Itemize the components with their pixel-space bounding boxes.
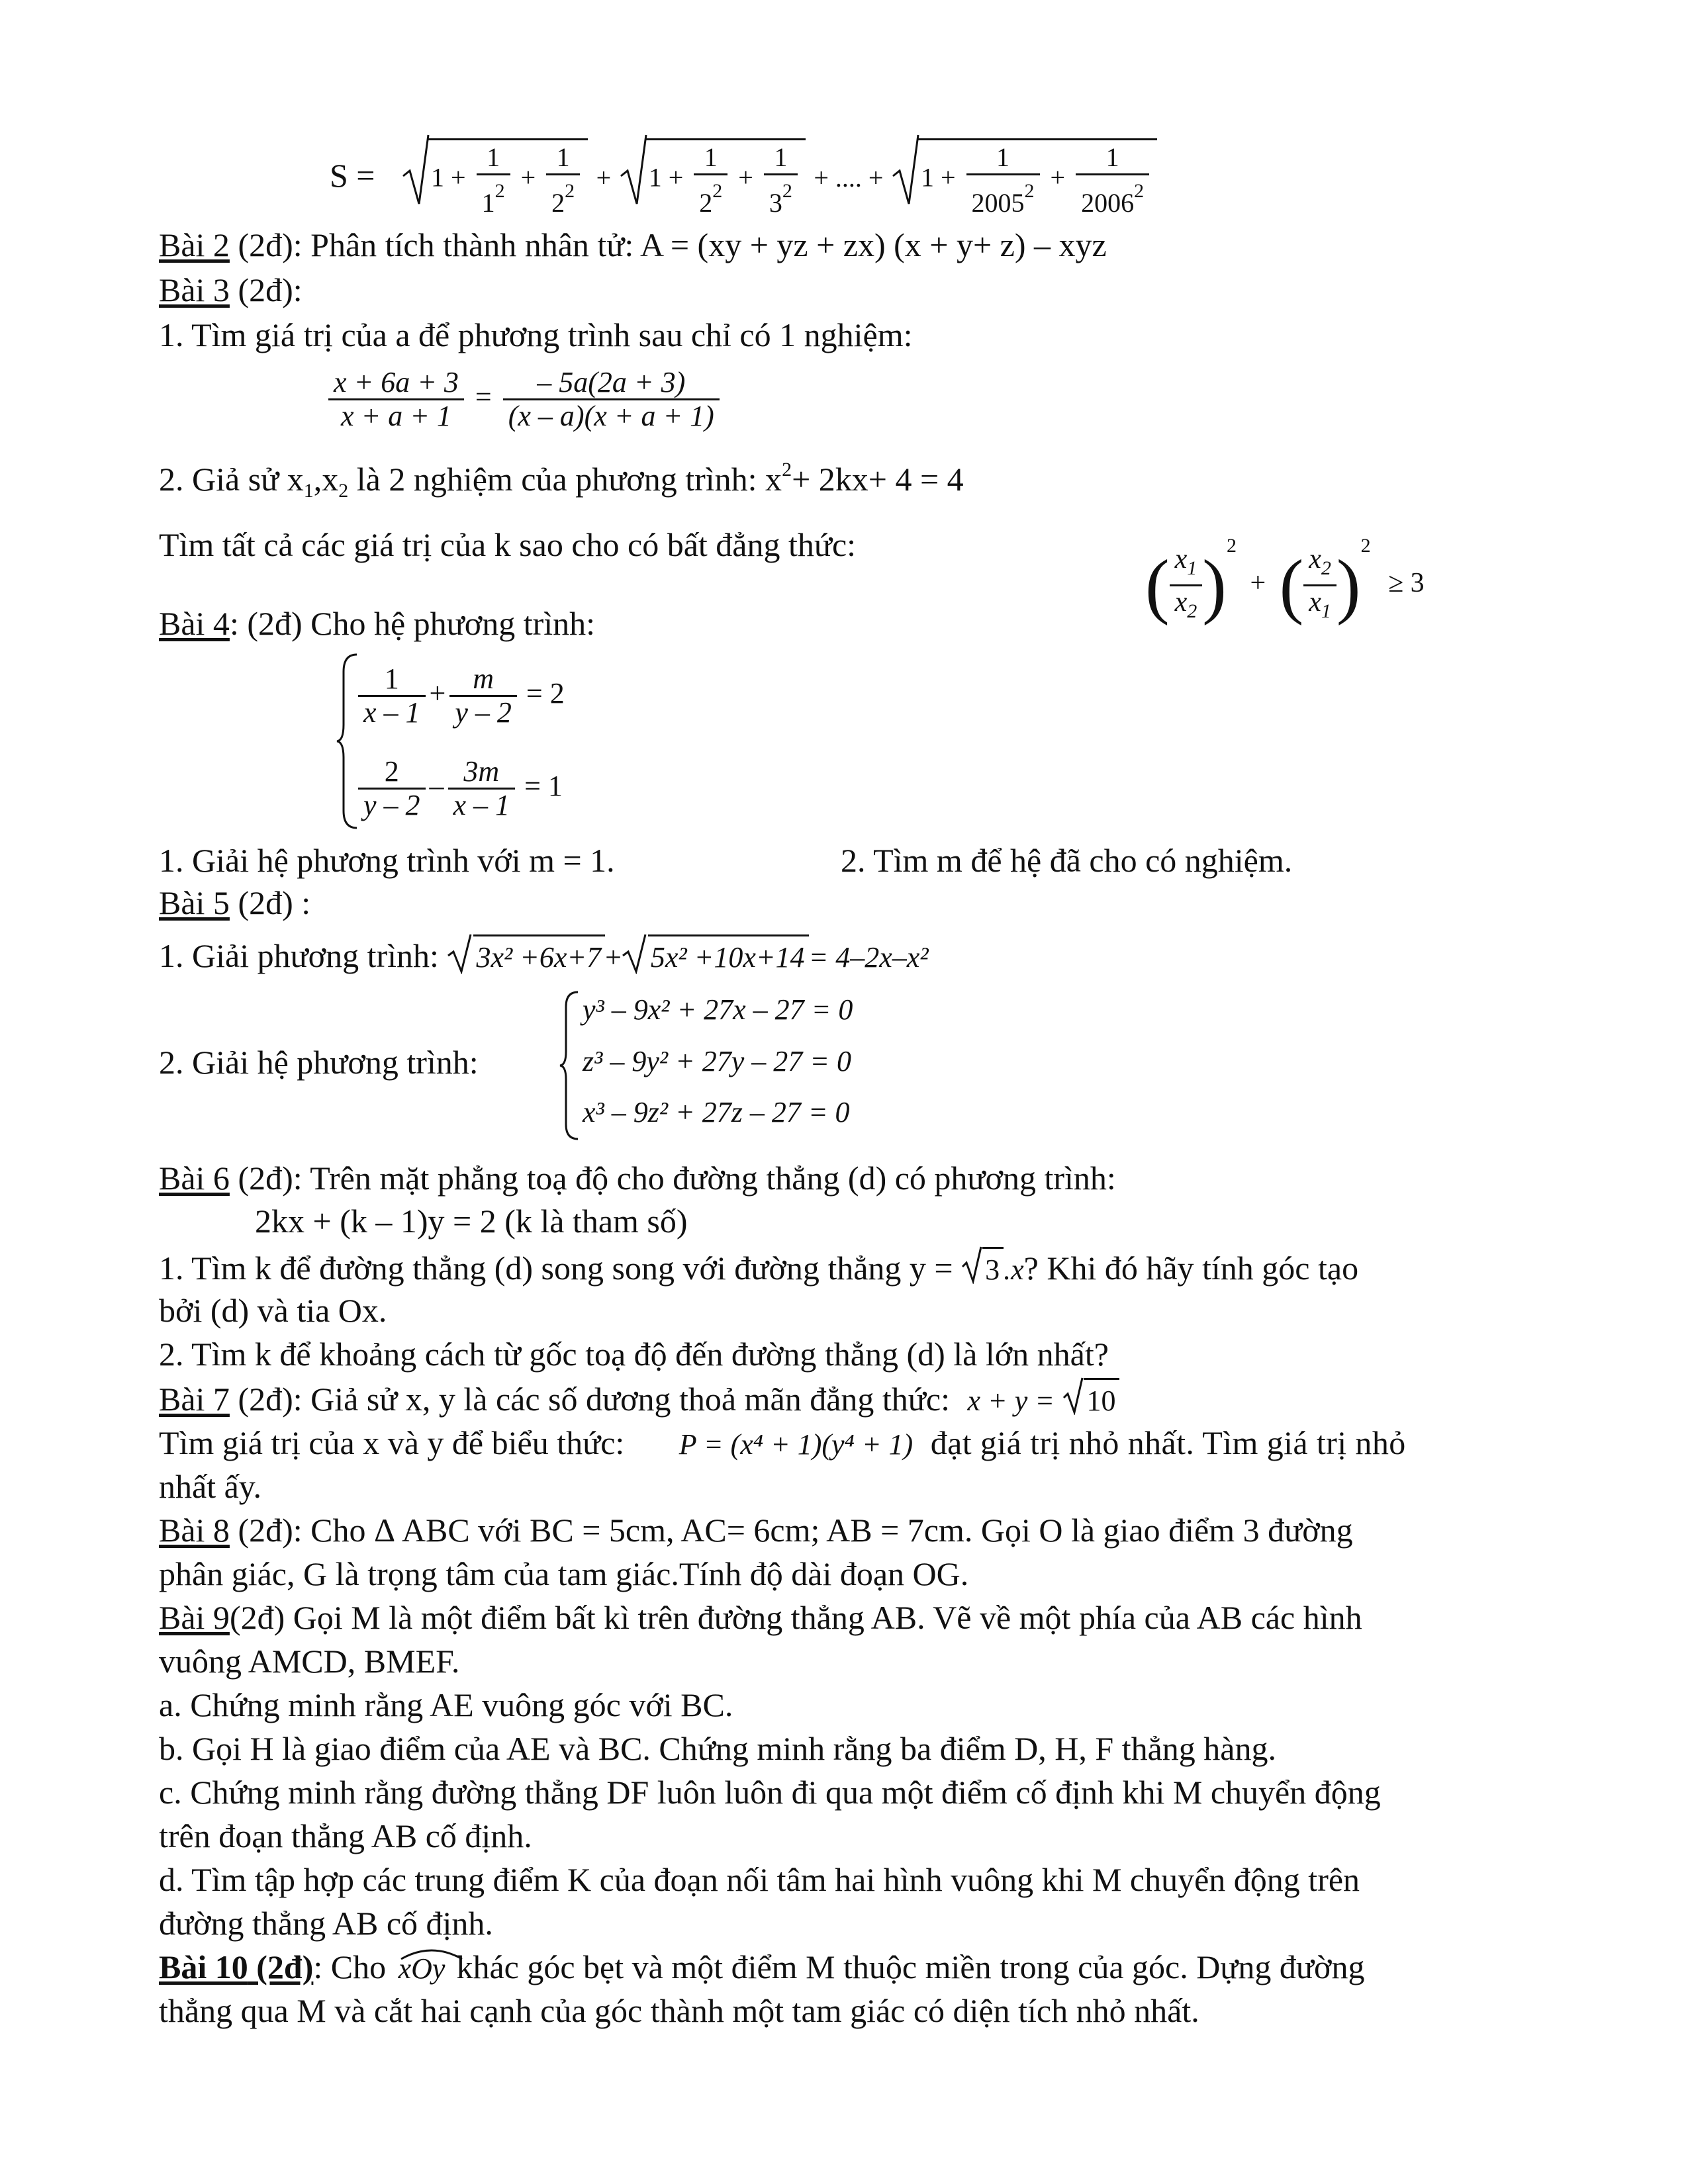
bai3-line: Bài 3 (2đ): bbox=[159, 271, 303, 308]
bai3-q1: 1. Tìm giá trị của a để phương trình sau chỉ có 1 nghiệm: bbox=[159, 316, 913, 353]
bai6-equation: 2kx + (k – 1)y = 2 (k là tham số) bbox=[255, 1203, 688, 1240]
radical-sign-icon bbox=[402, 130, 431, 209]
bai4-q2: 2. Tìm m để hệ đã cho có nghiệm. bbox=[841, 842, 1293, 879]
bai9-l2: vuông AMCD, BMEF. bbox=[159, 1643, 460, 1680]
sqrt-q1-b: 5x² +10x+14 bbox=[622, 934, 809, 978]
bai7-line: Bài 7 (2đ): Giả sử x, y là các số dương thoả mãn đẳng thức: x + y = 10 bbox=[159, 1378, 1119, 1421]
bai6-title: Bài 6 bbox=[159, 1160, 230, 1197]
bai10-line: Bài 10 (2đ): Cho xOy khác góc bẹt và một điểm M thuộc miền trong của góc. Dựng đường bbox=[159, 1947, 1364, 1989]
bai4-sys-row1: $\frac{1}{x - 1}$ + $\frac{m}{y - 2}$ = 2 bbox=[354, 652, 565, 735]
angle-arc-icon bbox=[399, 1946, 465, 1960]
bai5-sys-row3: x³ – 9z² + 27z – 27 = 0 bbox=[583, 1096, 850, 1128]
bai8-l2: phân giác, G là trọng tâm của tam giác.Tính độ dài đoạn OG. bbox=[159, 1555, 969, 1592]
bai5-q1: 1. Giải phương trình: 3x² +6x+7 + 5x² +10x+14 = 4–2x–x² bbox=[159, 934, 929, 978]
bai10-title: Bài 10 bbox=[159, 1948, 248, 1985]
sqrt-q1-a: 3x² +6x+7 bbox=[447, 934, 605, 978]
bai3-q2: 2. Giả sử $x_1,x_2$ là 2 nghiệm của phương trình: $x^2+ 2kx+ 4 = 4$ bbox=[159, 459, 964, 502]
bai5-q2-label: 2. Giải hệ phương trình: bbox=[159, 1044, 479, 1081]
bai3-equation: $\frac{x + 6a + 3}{x + a + 1}$ = $\frac{- 5a(2a + 3)}{(x - a)(x + a + 1)}$ bbox=[324, 357, 724, 437]
bai3-title: Bài 3 bbox=[159, 271, 230, 308]
bai5-sys-row2: z³ – 9y² + 27y – 27 = 0 bbox=[583, 1045, 851, 1077]
sqrt-term-1: 1 + $\frac{1}{1^2}$ + $\frac{1}{2^2}$ bbox=[402, 132, 588, 219]
bai5-sys-row1: y³ – 9x² + 27x – 27 = 0 bbox=[583, 993, 853, 1026]
radical-sign-icon bbox=[447, 932, 473, 974]
bai5-title: Bài 5 bbox=[159, 884, 230, 921]
bai2-line: Bài 2 (2đ): Phân tích thành nhân tử: A = (xy + yz + zx) (x + y+ z) – xyz bbox=[159, 226, 1107, 263]
bai9-line: Bài 9(2đ) Gọi M là một điểm bất kì trên đường thẳng AB. Vẽ về một phía của AB các hình bbox=[159, 1599, 1362, 1636]
bai7-l3: nhất ấy. bbox=[159, 1468, 262, 1505]
bai9-d2: đường thẳng AB cố định. bbox=[159, 1905, 493, 1942]
bai9-c1: c. Chứng minh rằng đường thẳng DF luôn luôn đi qua một điểm cố định khi M chuyển động bbox=[159, 1774, 1381, 1811]
bai3-inequality: ( $\frac{x_1}{x_2}$ )$^2$ + ( $\frac{x_2}{x_1}$ )$^2$ ≥ 3 bbox=[1145, 535, 1425, 626]
sqrt-3: 3 bbox=[961, 1247, 1004, 1290]
brace-left-icon bbox=[558, 989, 581, 1142]
bai4-title: Bài 4 bbox=[159, 605, 230, 642]
radical-sign-icon bbox=[961, 1244, 982, 1284]
paren-right-icon: ) bbox=[1336, 545, 1361, 626]
bai8-title: Bài 8 bbox=[159, 1512, 230, 1549]
s-lhs: S = bbox=[330, 157, 375, 194]
paren-right-icon: ) bbox=[1202, 545, 1227, 626]
sqrt-10: 10 bbox=[1062, 1378, 1119, 1421]
bai6-q2: 2. Tìm k để khoảng cách từ gốc toạ độ đến đường thẳng (d) là lớn nhất? bbox=[159, 1336, 1109, 1373]
bai6-q1-cont: bởi (d) và tia Ox. bbox=[159, 1292, 387, 1329]
bai6-line: Bài 6 (2đ): Trên mặt phẳng toạ độ cho đường thẳng (d) có phương trình: bbox=[159, 1160, 1116, 1197]
angle-xoy: xOy bbox=[399, 1952, 453, 1985]
bai6-q1: 1. Tìm k để đường thẳng (d) song song với đường thẳng y = 3 .x? Khi đó hãy tính góc tạo bbox=[159, 1247, 1358, 1290]
sqrt-term-3: 1 + $\frac{1}{2005^2}$ + $\frac{1}{2006^2}$ bbox=[892, 132, 1157, 219]
bai4-sys-row2: $\frac{2}{y - 2}$ – $\frac{3m}{x - 1}$ = 1 bbox=[354, 745, 563, 827]
radical-sign-icon bbox=[1062, 1375, 1084, 1415]
bai10-l2: thẳng qua M và cắt hai cạnh của góc thành một tam giác có diện tích nhỏ nhất. bbox=[159, 1992, 1199, 2029]
paren-left-icon: ( bbox=[1279, 545, 1304, 626]
bai8-line: Bài 8 (2đ): Cho Δ ABC với BC = 5cm, AC= 6cm; AB = 7cm. Gọi O là giao điểm 3 đường bbox=[159, 1512, 1353, 1549]
bai9-d1: d. Tìm tập hợp các trung điểm K của đoạn nối tâm hai hình vuông khi M chuyển động trên bbox=[159, 1861, 1360, 1898]
bai2-title: Bài 2 bbox=[159, 226, 230, 263]
bai9-a: a. Chứng minh rằng AE vuông góc với BC. bbox=[159, 1686, 733, 1723]
s-formula: S = 1 + $\frac{1}{1^2}$ + $\frac{1}{2^2}$ + 1 + $\frac{1}{2^2}$ + $\frac{1}{3^2}$ + .... + 1 + $\frac{1}{2005^2}$ + $\frac{1}{2006^2}$ bbox=[330, 132, 1157, 218]
bai7-title: Bài 7 bbox=[159, 1381, 230, 1418]
bai7-l2: Tìm giá trị của x và y để biểu thức: P = (x⁴ + 1)(y⁴ + 1) đạt giá trị nhỏ nhất. Tìm giá trị nhỏ bbox=[159, 1424, 1406, 1461]
bai3-q3: Tìm tất cả các giá trị của k sao cho có bất đẳng thức: bbox=[159, 526, 857, 563]
sqrt-term-2: 1 + $\frac{1}{2^2}$ + $\frac{1}{3^2}$ bbox=[620, 132, 806, 219]
bai9-c2: trên đoạn thẳng AB cố định. bbox=[159, 1817, 532, 1854]
paren-left-icon: ( bbox=[1145, 545, 1170, 626]
bai9-b: b. Gọi H là giao điểm của AE và BC. Chứng minh rằng ba điểm D, H, F thẳng hàng. bbox=[159, 1730, 1276, 1767]
radical-sign-icon bbox=[620, 130, 649, 209]
bai4-q1: 1. Giải hệ phương trình với m = 1. bbox=[159, 842, 615, 879]
bai9-title: Bài 9 bbox=[159, 1599, 230, 1636]
bai5-line: Bài 5 (2đ) : bbox=[159, 884, 311, 921]
radical-sign-icon bbox=[622, 932, 648, 974]
bai4-line: Bài 4: (2đ) Cho hệ phương trình: bbox=[159, 605, 596, 642]
radical-sign-icon bbox=[892, 130, 921, 209]
